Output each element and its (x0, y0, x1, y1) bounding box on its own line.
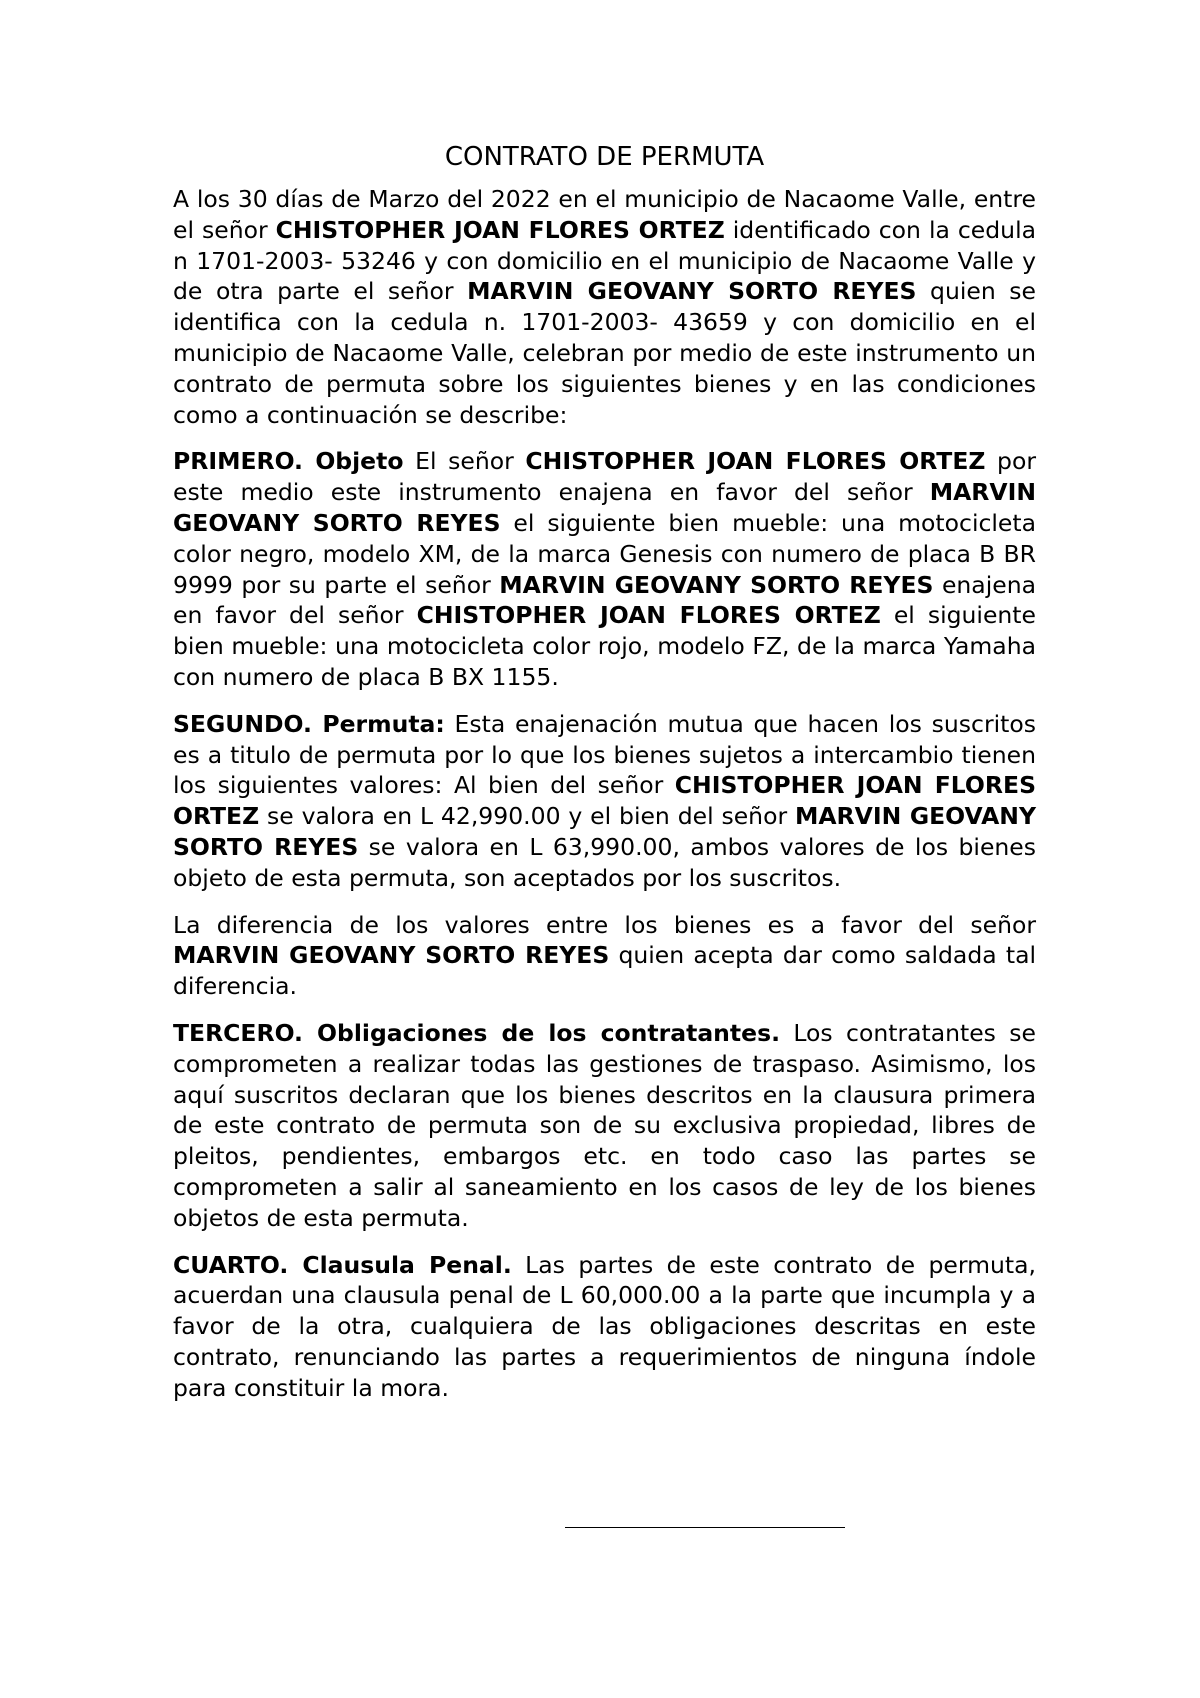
text-run: Esta enajenación mutua que hacen los suscritos es a titulo de permuta por lo que los bienes sujetos a intercambio tienen los siguientes valores: Al bien del señor (173, 709, 1036, 800)
bold-text-run: MARVIN GEOVANY SORTO REYES (173, 941, 610, 970)
text-run: se valora en L 63,990.00, ambos valores de los bienes objeto de esta permuta, son aceptados por los suscritos. (173, 832, 1037, 892)
text-run: identificado con la cedula n 1701-2003- 53246 y con domicilio en el municipio de Nacaome Valle y de otra parte el señor (173, 215, 1036, 306)
signature-line (565, 1527, 845, 1528)
clause-primero (173, 446, 1036, 692)
document-body (173, 140, 1036, 1419)
text-run: A los 30 días de Marzo del 2022 en el municipio de Nacaome Valle, entre el señor (173, 185, 1036, 244)
text-run: quien acepta dar como saldada tal diferencia. (173, 941, 1036, 1001)
text-run: Los contratantes se comprometen a realizar todas las gestiones de traspaso. Asimismo, los aquí suscritos declaran que los bienes descritos en la clausura primera de este contrato de permuta son de su exclusiva propiedad, libres de pleitos, pendientes, embargos etc. en todo caso las partes se comprometen a salir al saneamiento en los casos de ley de los bienes objetos de esta permuta. (173, 1018, 1036, 1232)
bold-text-run: MARVIN GEOVANY SORTO REYES (467, 277, 917, 306)
difference-paragraph (173, 910, 1036, 1002)
text-run: se valora en L 42,990.00 y el bien del señor (259, 802, 795, 831)
clause-cuarto (173, 1250, 1036, 1404)
bold-text-run: MARVIN GEOVANY SORTO REYES (499, 570, 934, 599)
bold-text-run: PRIMERO. Objeto (173, 447, 404, 476)
bold-text-run: CHISTOPHER JOAN FLORES ORTEZ (275, 215, 725, 244)
bold-text-run: TERCERO. Obligaciones de los contratantes. (173, 1018, 780, 1047)
text-run: por este medio este instrumento enajena en favor del señor (173, 447, 1037, 507)
bold-text-run: CHISTOPHER JOAN FLORES ORTEZ (416, 601, 881, 630)
bold-text-run: CHISTOPHER JOAN FLORES ORTEZ (173, 771, 1036, 831)
bold-text-run: MARVIN GEOVANY SORTO REYES (173, 802, 1036, 861)
text-run: quien se identifica con la cedula n. 1701-2003- 43659 y con domicilio en el municipio de Nacaome Valle, celebran por medio de este instrumento un contrato de permuta sobre los siguientes bienes y en las condiciones como a continuación se describe: (173, 277, 1036, 429)
bold-text-run: SEGUNDO. Permuta: (173, 709, 445, 738)
text-run: El señor (403, 447, 526, 476)
intro-paragraph (173, 184, 1036, 430)
bold-text-run: CUARTO. Clausula Penal. (173, 1250, 512, 1279)
text-run: La diferencia de los valores entre los bienes es a favor del señor (173, 910, 1036, 939)
document-title: CONTRATO DE PERMUTA (444, 142, 765, 172)
bold-text-run: MARVIN GEOVANY SORTO REYES (173, 478, 1036, 537)
text-run: el siguiente bien mueble: una motocicleta color rojo, modelo FZ, de la marca Yamaha con numero de placa B BX 1155. (173, 601, 1036, 691)
bold-text-run: CHISTOPHER JOAN FLORES ORTEZ (525, 447, 986, 476)
clause-segundo (173, 709, 1036, 894)
text-run: enajena en favor del señor (173, 570, 1036, 630)
text-run: Las partes de este contrato de permuta, acuerdan una clausula penal de L 60,000.00 a la parte que incumpla y a favor de la otra, cualquiera de las obligaciones descritas en este contrato, renunciando las partes a requerimientos de ninguna índole para constituir la mora. (173, 1250, 1036, 1402)
text-run: el siguiente bien mueble: una motocicleta color negro, modelo XM, de la marca Genesis con numero de placa B BR 9999 por su parte el señor (173, 508, 1036, 599)
clause-tercero (173, 1018, 1036, 1234)
